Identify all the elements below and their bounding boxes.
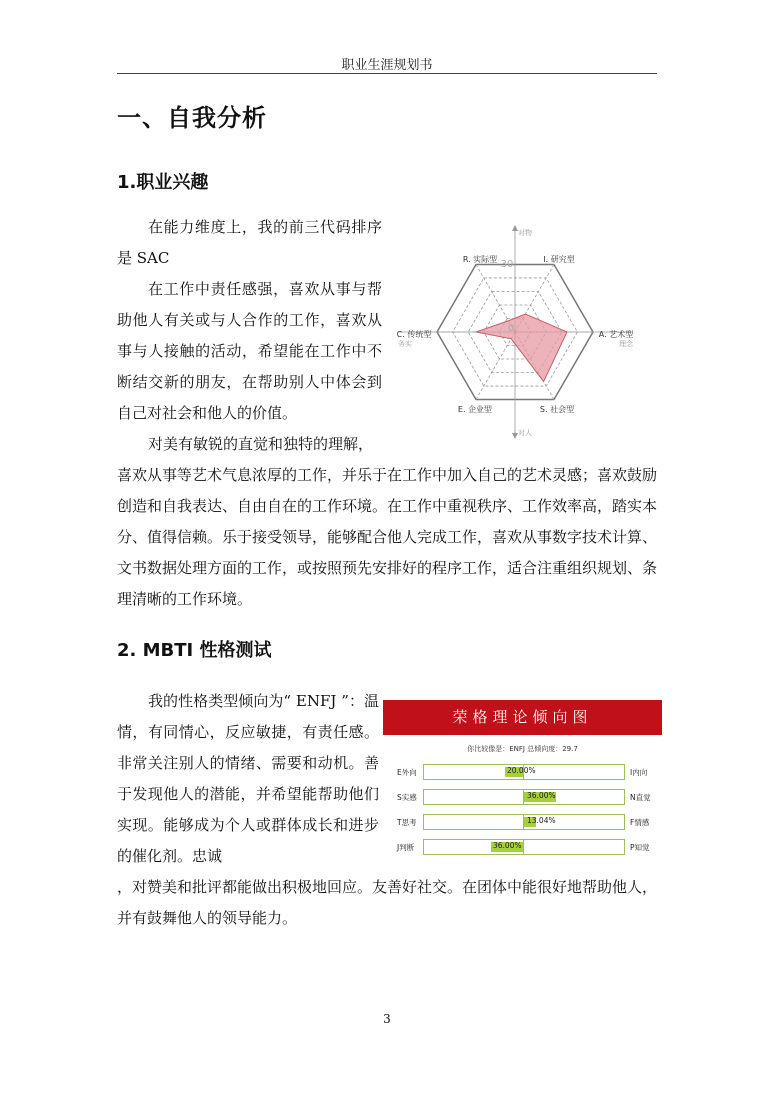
jung-row-left-label: J判断 bbox=[397, 843, 415, 852]
jung-row-value-label: 36.00% bbox=[493, 841, 522, 850]
jung-row-right-label: P知觉 bbox=[630, 843, 650, 852]
radar-vertex-label: C. 传统型 bbox=[396, 330, 432, 339]
radar-axis-bottom-label: 对人 bbox=[518, 429, 532, 437]
jung-row bbox=[383, 814, 662, 832]
radar-axis-right-label: 理念 bbox=[619, 340, 633, 348]
radar-scale-zero: 0 bbox=[507, 323, 515, 334]
holland-radar-chart bbox=[394, 220, 656, 445]
jung-row bbox=[383, 839, 662, 857]
mbti-heading: 2. MBTI 性格测试 bbox=[117, 640, 272, 661]
jung-row-midline bbox=[523, 840, 524, 854]
jung-row-value-label: 20.00% bbox=[507, 766, 536, 775]
jung-row-right-label: I内向 bbox=[630, 768, 648, 777]
radar-vertex-label: E. 企业型 bbox=[457, 405, 493, 414]
jung-row-track bbox=[423, 789, 625, 805]
radar-axis-left-label: 务实 bbox=[398, 340, 412, 348]
radar-vertex-label: A. 艺术型 bbox=[598, 330, 634, 339]
interest-para-2: 在工作中责任感强，喜欢从事与帮助他人有关或与人合作的工作，喜欢从事与人接触的活动，希望能在工作中不断结交新的朋友，在帮助别人中体会到自己对社会和他人的价值。 bbox=[117, 280, 382, 422]
jung-row-track bbox=[423, 814, 625, 830]
interest-heading: 1.职业兴趣 bbox=[117, 172, 209, 193]
jung-tendency-chart bbox=[383, 700, 662, 860]
jung-row-value-label: 36.00% bbox=[527, 791, 556, 800]
mbti-para-column: 我的性格类型倾向为“ ENFJ ”：温情，有同情心，反应敏捷，有责任感。非常关注别人的情绪、需要和动机。善于发现他人的潜能，并希望能帮助他们实现。能够成为个人或群体成长和进步的催化剂。忠诚 bbox=[117, 692, 379, 865]
jung-row-left-label: T思考 bbox=[397, 818, 417, 827]
radar-spoke bbox=[476, 332, 515, 400]
jung-row-right-label: F情感 bbox=[630, 818, 650, 827]
page-number: 3 bbox=[383, 1012, 391, 1026]
page-header-title: 职业生涯规划书 bbox=[341, 58, 433, 73]
jung-row-track bbox=[423, 839, 625, 855]
jung-row-left-label: S实感 bbox=[397, 793, 417, 802]
radar-vertex-label: I. 研究型 bbox=[543, 255, 575, 264]
radar-vertex-label: S. 社会型 bbox=[539, 405, 575, 414]
jung-row-value-label: 13.04% bbox=[527, 816, 556, 825]
mbti-para-rest: ，对赞美和批评都能做出积极地回应。友善好社交。在团体中能很好地帮助他人，并有鼓舞他人的领导能力。 bbox=[117, 878, 658, 927]
jung-row bbox=[383, 789, 662, 807]
jung-chart-subtitle: 你比较像是：ENFJ 总倾向度：29.7 bbox=[467, 745, 578, 753]
interest-para-1: 在能力维度上，我的前三代码排序是 SAC bbox=[117, 218, 382, 267]
jung-row-right-label: N直觉 bbox=[630, 793, 651, 802]
header-rule bbox=[117, 73, 657, 74]
jung-row bbox=[383, 764, 662, 782]
jung-chart-title: 荣格理论倾向图 bbox=[383, 700, 662, 735]
jung-row-left-label: E外向 bbox=[397, 768, 417, 777]
radar-axis-top-label: 对物 bbox=[518, 229, 532, 237]
section-title: 一、自我分析 bbox=[117, 104, 267, 132]
interest-para-3 bbox=[117, 429, 657, 615]
radar-series bbox=[476, 314, 567, 382]
interest-para-3-first: 对美有敏锐的直觉和独特的理解， bbox=[148, 435, 374, 453]
radar-vertex-label: R. 实际型 bbox=[462, 255, 498, 264]
radar-scale-max: 30 bbox=[500, 259, 514, 270]
jung-row-track bbox=[423, 764, 625, 780]
interest-para-3-rest: 喜欢从事等艺术气息浓厚的工作，并乐于在工作中加入自己的艺术灵感；喜欢鼓励创造和自我表达、自由自在的工作环境。在工作中重视秩序、工作效率高，踏实本分、值得信赖。乐于接受领导，能够配合他人完成工作，喜欢从事数字技术计算、文书数据处理方面的工作，或按照预先安排好的程序工作，适合注重组织规划、条理清晰的工作环境。 bbox=[117, 466, 658, 608]
